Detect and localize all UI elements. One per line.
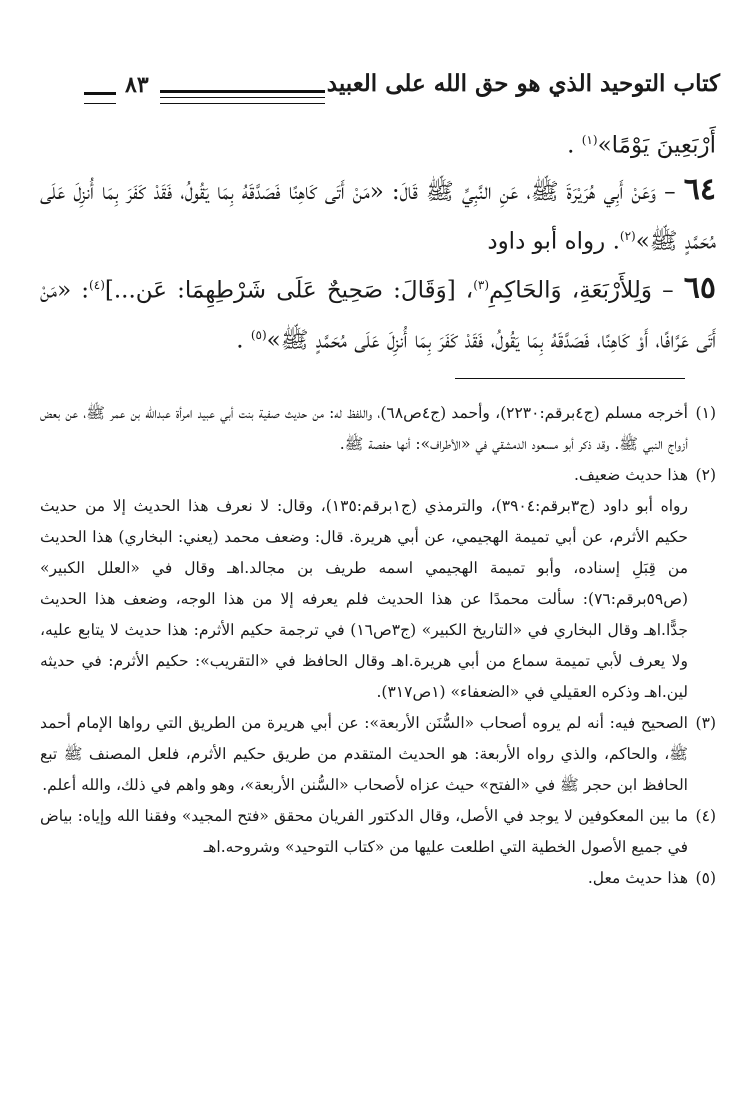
page-number: ٨٣ <box>125 72 149 98</box>
footnote-marker: (٣) <box>473 278 490 293</box>
carry-over-line: أَرْبَعِينَ يَوْمًا»$^{(١)}$ . <box>567 132 716 159</box>
footnote-marker: (١) <box>581 133 598 147</box>
header-short-rule <box>84 92 116 104</box>
footnote-number: (٣) <box>695 714 716 732</box>
footnote-text <box>40 863 688 894</box>
hadith-64 <box>40 168 716 264</box>
footnote-text <box>40 398 688 460</box>
hadith-number: ٦٥ <box>683 270 716 306</box>
hadith-65: ٦٥ – وَلِلأَرْبَعَةِ، وَالحَاكِمِ$^{(٣)}$، [وَقَالَ: صَحِيحٌ عَلَى شَرْطِهِمَا: عَن...]$^{(٤)}$: «مَنْ أَتَى عَرَّافًا، أَوْ كَاهِنًا، فَصَدَّقَهُ بِمَا يَقُولُ، فَقَدْ كَفَرَ بِمَا أُنزِلَ عَلَى مُحَمَّدٍ ﷺ»$^{(٥)}$ . <box>40 270 716 354</box>
footnote-separator <box>455 378 685 379</box>
footnotes <box>40 398 716 894</box>
footnote-text <box>40 708 688 801</box>
hadith-text: : «مَنْ أَتَى عَرَّافًا، أَوْ كَاهِنًا، فَصَدَّقَهُ بِمَا يَقُولُ، فَقَدْ كَفَرَ بِمَا أُنزِلَ عَلَى مُحَمَّدٍ ﷺ» <box>40 277 716 354</box>
footnote <box>40 460 716 708</box>
hadith-text: – وَلِلأَرْبَعَةِ، وَالحَاكِمِ <box>489 277 674 304</box>
footnote-marker: (٤) <box>89 278 105 293</box>
hadith-text: ، [وَقَالَ: صَحِيحٌ عَلَى شَرْطِهِمَا: عَن...] <box>104 277 474 304</box>
footnote-text <box>40 801 688 863</box>
footnote-number: (٤) <box>695 807 716 825</box>
footnote-paragraph: ما بين المعكوفين لا يوجد في الأصل، وقال الدكتور الفريان محقق «فتح المجيد» وفقنا الله وإياه: بياض في جميع الأصول الخطية التي اطلعت عليها من «كتاب التوحيد» وشروحه.اهـ <box>40 807 688 856</box>
footnote <box>40 708 716 801</box>
footnote <box>40 398 716 460</box>
page-header <box>40 70 720 110</box>
hadith-text: – وَعَنْ أَبِي هُرَيْرَةَ ﷺ، عَنِ النَّبِيِّ ﷺ قَالَ: «مَنْ أَتَى كَاهِنًا فَصَدَّقَهُ بِمَا يَقُولُ، فَقَدْ كَفَرَ بِمَا أُنزِلَ عَلَى مُحَمَّدٍ ﷺ» <box>40 178 716 255</box>
hadith-source: . رواه أبو داود <box>487 228 620 255</box>
running-title: كتاب التوحيد الذي هو حق الله على العبيد <box>326 70 720 97</box>
hadith-number: ٦٤ <box>683 171 716 207</box>
carry-text: أَرْبَعِينَ يَوْمًا» <box>597 132 716 159</box>
footnote-number: (٥) <box>695 869 716 887</box>
footnote-number: (٢) <box>695 466 716 484</box>
footnote <box>40 801 716 863</box>
footnote <box>40 863 716 894</box>
footnote-paragraph: أخرجه مسلم (ج٤برقم:٢٢٣٠)، وأحمد (ج٤ص٦٨)، واللفظ له: من حديث صفية بنت أبي عبيد امرأة عبدالله بن عمر ﷺ، عن بعض أزواج النبي ﷺ. وقد ذكر أبو مسعود الدمشقي في «الأطراف»: أنها حفصة ﷺ. <box>40 404 688 453</box>
header-rule-inner <box>160 97 325 98</box>
footnote-marker: (٥) <box>250 327 267 342</box>
footnote-marker: (٢) <box>619 228 636 243</box>
footnote-paragraph: رواه أبو داود (ج٣برقم:٣٩٠٤)، والترمذي (ج١برقم:١٣٥)، وقال: لا نعرف هذا الحديث إلا من حديث حكيم الأثرم، عن أبي تميمة الهجيمي، عن أبي هريرة. قال: وضعف محمد (يعني: البخاري) هذا الحديث من قِبَلِ إسناده، وأبو تميمة الهجيمي اسمه طريف بن مجالد.اهـ وقال في «العلل الكبير» (ص٥٩برقم:٧٦): سألت محمدًا عن هذا الحديث فلم يعرفه إلا من هذا الوجه، وضعف هذا الحديث جدًّا.اهـ وقال البخاري في «التاريخ الكبير» (ج٣ص١٦) في ترجمة حكيم الأثرم: هذا حديث لا يتابع عليه، ولا يعرف لأبي تميمة سماع من أبي هريرة.اهـ وقال الحافظ في «التقريب»: حكيم الأثرم: في حديثه لين.اهـ وذكره العقيلي في «الضعفاء» (١ص٣١٧). <box>40 497 689 701</box>
footnote-paragraph: هذا حديث ضعيف. <box>573 466 688 484</box>
footnote-paragraph: الصحيح فيه: أنه لم يروه أصحاب «السُّنَن الأربعة»: عن أبي هريرة من الطريق التي رواها الإمام أحمد ﷺ، والحاكم، والذي رواه الأربعة: هو الحديث المتقدم من طريق حكيم الأثرم، فلعل المصنف ﷺ تبع الحافظ ابن حجر ﷺ في «الفتح» حيث عزاه لأصحاب «السُّنن الأربعة»، وهو واهم في ذلك، والله أعلم. <box>40 714 688 794</box>
footnote-number: (١) <box>695 404 716 422</box>
footnote-paragraph: هذا حديث معل. <box>587 869 688 887</box>
main-text <box>40 118 716 363</box>
footnote-text <box>40 460 688 708</box>
